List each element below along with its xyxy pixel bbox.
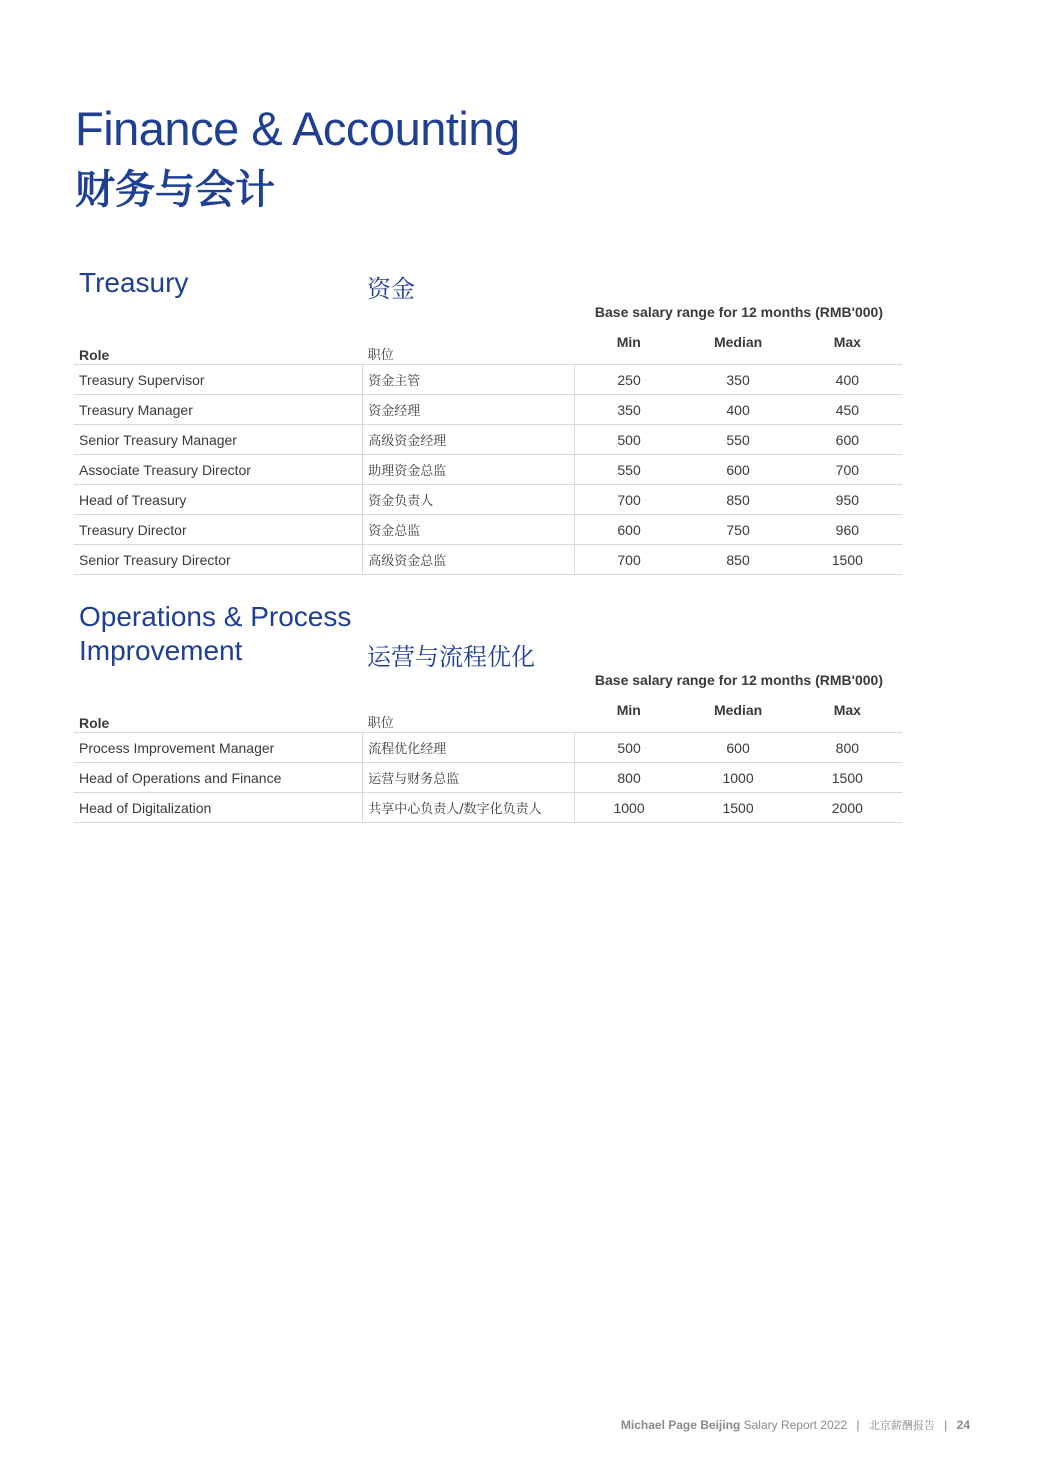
salary-range-label: Base salary range for 12 months (RMB'000) <box>594 672 883 688</box>
median-cell: 400 <box>683 395 792 425</box>
role-cell: Treasury Manager <box>74 395 363 425</box>
header-max: Max <box>793 696 902 733</box>
median-cell: 750 <box>683 515 792 545</box>
treasury-section <box>74 266 902 568</box>
max-cell: 950 <box>793 485 902 515</box>
min-cell: 500 <box>574 425 683 455</box>
max-cell: 800 <box>793 733 902 763</box>
median-cell: 1500 <box>683 793 792 823</box>
section-title-line1: Operations & Process <box>79 601 352 632</box>
footer-report-title-chinese: 北京薪酬报告 <box>868 1419 935 1432</box>
header-median: Median <box>683 328 792 365</box>
section-title-chinese: 运营与流程优化 <box>367 643 535 671</box>
max-cell: 2000 <box>793 793 902 823</box>
section-title <box>79 600 351 668</box>
table-row <box>74 545 902 575</box>
role-cell: Senior Treasury Director <box>74 545 363 575</box>
table-row <box>74 395 902 425</box>
footer-separator: | <box>944 1418 948 1432</box>
table-row <box>74 455 902 485</box>
salary-range-label: Base salary range for 12 months (RMB'000) <box>594 304 883 320</box>
header-max: Max <box>793 328 902 365</box>
role-cell: Head of Operations and Finance <box>74 763 363 793</box>
median-cell: 850 <box>683 545 792 575</box>
role-chinese-cell: 助理资金总监 <box>363 455 575 485</box>
min-cell: 500 <box>574 733 683 763</box>
role-cell: Head of Digitalization <box>74 793 363 823</box>
section-title-chinese: 资金 <box>367 275 415 303</box>
table-row <box>74 763 902 793</box>
max-cell: 1500 <box>793 545 902 575</box>
min-cell: 550 <box>574 455 683 485</box>
salary-table <box>74 328 902 575</box>
median-cell: 600 <box>683 733 792 763</box>
role-chinese-cell: 资金经理 <box>363 395 575 425</box>
header-min: Min <box>574 696 683 733</box>
min-cell: 1000 <box>574 793 683 823</box>
max-cell: 400 <box>793 365 902 395</box>
footer-report-title: Salary Report 2022 <box>743 1418 848 1432</box>
median-cell: 1000 <box>683 763 792 793</box>
role-chinese-cell: 资金负责人 <box>363 485 575 515</box>
header-role: Role <box>74 696 363 733</box>
max-cell: 700 <box>793 455 902 485</box>
section-title: Treasury <box>79 267 189 298</box>
table-row <box>74 793 902 823</box>
role-cell: Head of Treasury <box>74 485 363 515</box>
min-cell: 800 <box>574 763 683 793</box>
table-row <box>74 733 902 763</box>
min-cell: 700 <box>574 485 683 515</box>
table-row <box>74 425 902 455</box>
max-cell: 960 <box>793 515 902 545</box>
role-chinese-cell: 高级资金总监 <box>363 545 575 575</box>
role-cell: Senior Treasury Manager <box>74 425 363 455</box>
page-title-chinese: 财务与会计 <box>75 167 275 213</box>
section-title-line2: Improvement <box>79 635 243 666</box>
footer-brand: Michael Page Beijing <box>620 1418 741 1432</box>
min-cell: 350 <box>574 395 683 425</box>
table-row <box>74 365 902 395</box>
operations-section <box>74 600 902 820</box>
role-chinese-cell: 共享中心负责人/数字化负责人 <box>363 793 575 823</box>
role-chinese-cell: 资金总监 <box>363 515 575 545</box>
median-cell: 600 <box>683 455 792 485</box>
role-chinese-cell: 运营与财务总监 <box>363 763 575 793</box>
role-chinese-cell: 资金主管 <box>363 365 575 395</box>
salary-table <box>74 696 902 823</box>
median-cell: 350 <box>683 365 792 395</box>
footer-separator: | <box>856 1418 860 1432</box>
min-cell: 700 <box>574 545 683 575</box>
max-cell: 1500 <box>793 763 902 793</box>
header-role-chinese: 职位 <box>363 328 575 365</box>
header-role: Role <box>74 328 363 365</box>
role-cell: Treasury Director <box>74 515 363 545</box>
header-role-chinese: 职位 <box>363 696 575 733</box>
table-header-row <box>74 696 902 733</box>
page-footer <box>621 1417 970 1433</box>
role-chinese-cell: 流程优化经理 <box>363 733 575 763</box>
table-row <box>74 515 902 545</box>
median-cell: 550 <box>683 425 792 455</box>
max-cell: 600 <box>793 425 902 455</box>
role-cell: Associate Treasury Director <box>74 455 363 485</box>
table-row <box>74 485 902 515</box>
table-header-row <box>74 328 902 365</box>
page-number: 24 <box>956 1418 970 1432</box>
header-median: Median <box>683 696 792 733</box>
min-cell: 250 <box>574 365 683 395</box>
min-cell: 600 <box>574 515 683 545</box>
page-title: Finance & Accounting <box>75 102 520 155</box>
header-min: Min <box>574 328 683 365</box>
max-cell: 450 <box>793 395 902 425</box>
median-cell: 850 <box>683 485 792 515</box>
role-chinese-cell: 高级资金经理 <box>363 425 575 455</box>
role-cell: Treasury Supervisor <box>74 365 363 395</box>
role-cell: Process Improvement Manager <box>74 733 363 763</box>
